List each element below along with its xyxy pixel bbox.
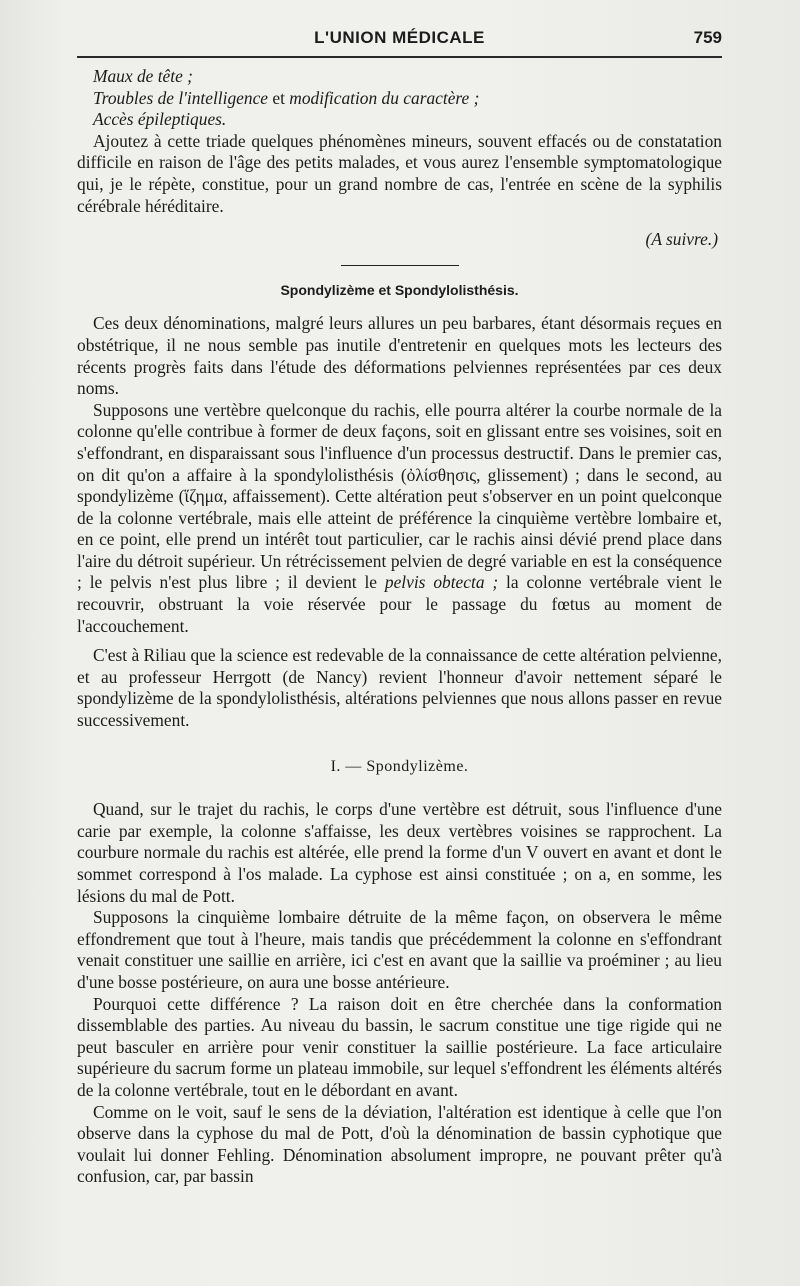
symptom-intelligence-text: Troubles de l'intelligence: [93, 87, 269, 108]
paragraph-pourquoi: Pourquoi cette différence ? La raison doit en être cherchée dans la conformation dissemblable des parties. Au niveau du bassin, le sacrum constitue une tige rigide qui ne peut basculer en arrière pour venir constituer la saillie postérieure. La face articulaire supérieure du sacrum forme un plateau immobile, sur lequel s'effondrent les éléments altérés de la colonne vertébrale, tout en le débordant en avant.: [77, 993, 722, 1100]
paragraph-supposons: Supposons la cinquième lombaire détruite de la même façon, on observera le même effondrement que tout à l'heure, mais tandis que précédemment la colonne en s'effondrant venait constituer une saillie en arrière, ici c'est en avant que la saillie va proéminer ; au lieu d'une bosse postérieure, on aura une bosse antérieure.: [77, 907, 722, 992]
paragraph-vertebra: [77, 400, 722, 638]
pelvis-obtecta-term: pelvis obtecta ;: [384, 572, 499, 593]
subsection-title: I. — Spondylizème.: [330, 757, 469, 775]
section-title: Spondylizème et Spondylolisthésis.: [280, 281, 519, 298]
section-divider: [341, 265, 459, 266]
paragraph-quand: Quand, sur le trajet du rachis, le corps d'une vertèbre est détruit, sous l'influence d'une carie par exemple, la colonne s'affaisse, les deux vertèbres voisines se rapprochent. La courbure normale du rachis est altérée, elle prend la forme d'un V ouvert en avant et dont le sommet correspond à l'os malade. La cyphose est ainsi constituée ; on a, en somme, les lésions du mal de Pott.: [77, 799, 722, 906]
symptom-conjunction: et: [268, 87, 290, 108]
paragraph-comme: Comme on le voit, sauf le sens de la déviation, l'altération est identique à celle que l'on observe dans la cyphose du mal de Pott, d'où la dénomination de bassin cyphotique que voulait lui donner Fehling. Dénomination absolument impropre, ne pouvant prêter qu'à confusion, car, par bassin: [77, 1101, 722, 1187]
symptom-line-intelligence: [93, 88, 722, 110]
intro-paragraph: Ajoutez à cette triade quelques phénomènes mineurs, souvent effacés ou de constatation difficile en raison de l'âge des petits malades, et vous aurez l'ensemble symptomatologique qui, je le répète, constitue, pour un grand nombre de cas, l'entrée en scène de la syphilis cérébrale héréditaire.: [77, 130, 722, 216]
running-head: [77, 26, 722, 58]
page-body: [77, 66, 722, 1188]
page-number: 759: [693, 28, 722, 47]
paragraph-vertebra-text-b: la colonne vertébrale vient le recouvrir, obstruant la voie réservée pour le passage du fœtus au moment de l'accouchement.: [77, 572, 722, 636]
running-title: L'UNION MÉDICALE: [314, 28, 485, 47]
paragraph-vertebra-text-a: Supposons une vertèbre quelconque du rachis, elle pourra altérer la courbe normale de la colonne qu'elle contribue à former de deux façons, soit en glissant entre ses voisines, soit en s'effondrant, en disparaissant sous l'influence d'un processus destructif. Dans le premier cas, on dit qu'on a affaire à la spondylolisthésis (ὀλίσθησις, glissement) ; dans le second, au spondylizème (ἵζημα, affaissement). Cette altération peut s'observer en un point quelconque de la colonne vertébrale, mais elle atteint de préférence la cinquième vertèbre lombaire et, en ce point, elle prend un intérêt tout particulier, car le rachis ainsi dévié prend place dans l'aire du détroit supérieur. Un rétrécissement pelvien de degré variable en est la conséquence ; le pelvis n'est plus libre ; il devient le: [77, 399, 722, 593]
to-be-continued: (A suivre.): [645, 229, 718, 250]
symptom-line-headache: Maux de tête ;: [93, 66, 193, 86]
symptom-character-text: modification du caractère ;: [289, 87, 480, 108]
paragraph-denominations: Ces deux dénominations, malgré leurs allures un peu barbares, étant désormais reçues en obstétrique, il ne nous semble pas inutile d'entretenir en quelques mots les lecteurs des récents progrès faits dans l'étude des déformations pelviennes représentées par ces deux noms.: [77, 313, 722, 399]
paragraph-riliau: C'est à Riliau que la science est redevable de la connaissance de cette altération pelvienne, et au professeur Herrgott (de Nancy) revient l'honneur d'avoir nettement séparé le spondylizème de la spondylolisthésis, altérations pelviennes que nous allons passer en revue successivement.: [77, 645, 722, 731]
symptom-line-epilepsy: Accès épileptiques.: [93, 109, 227, 130]
